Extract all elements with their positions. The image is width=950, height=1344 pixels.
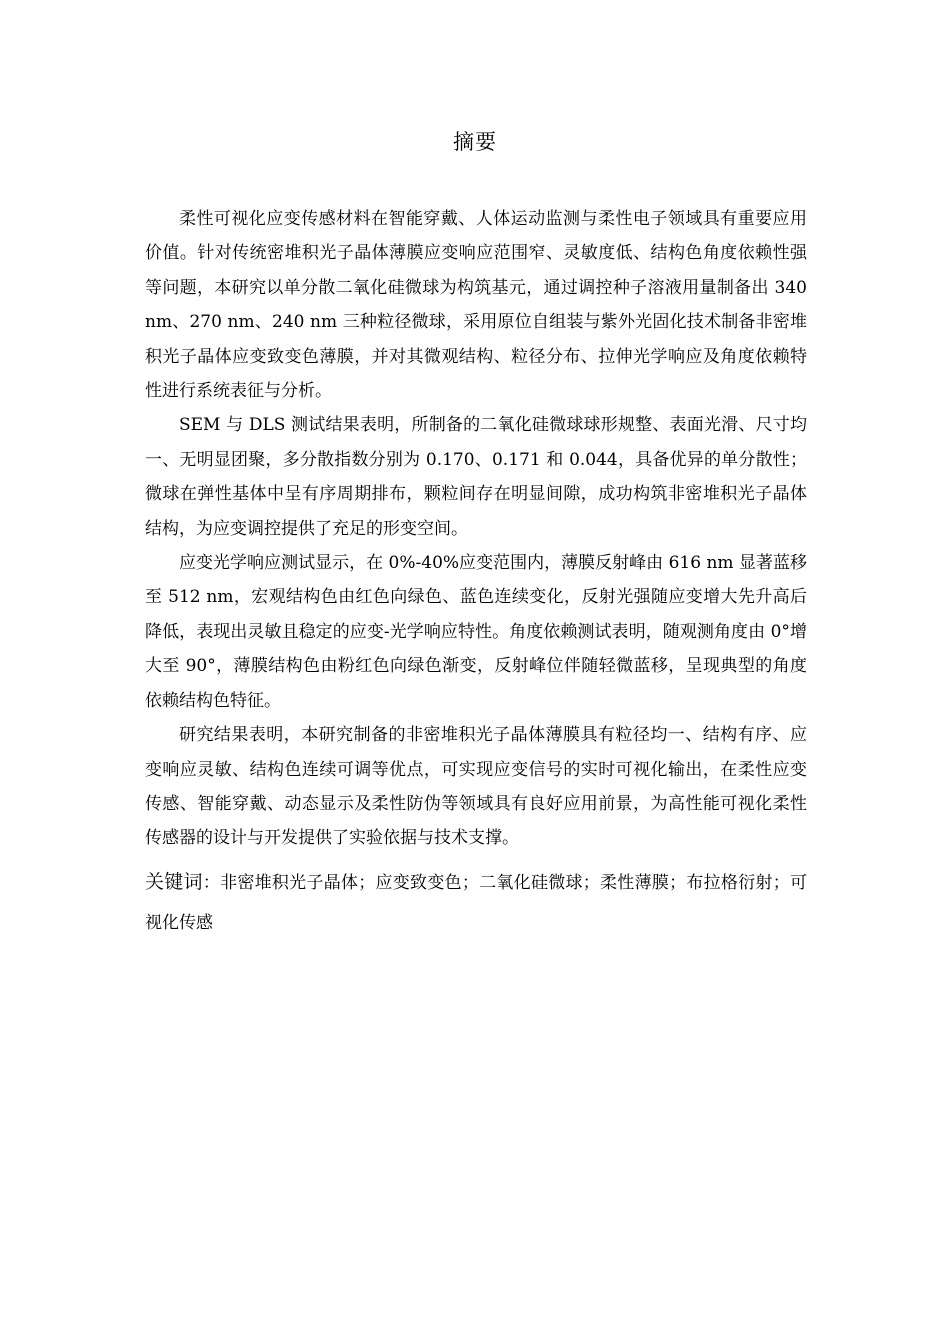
abstract-body	[145, 202, 807, 943]
keywords-label: 关键词	[145, 870, 203, 893]
abstract-paragraph-2: SEM 与 DLS 测试结果表明，所制备的二氧化硅微球球形规整、表面光滑、尺寸均一、无明显团聚，多分散指数分别为 0.170、0.171 和 0.044，具备优异的单分散性；微球在弹性基体中呈有序周期排布，颗粒间存在明显间隙，成功构筑非密堆积光子晶体结构，为应变调控提供了充足的形变空间。	[145, 415, 807, 539]
keywords-separator: ：	[202, 872, 221, 893]
keywords-line	[145, 862, 807, 943]
abstract-paragraph-1: 柔性可视化应变传感材料在智能穿戴、人体运动监测与柔性电子领域具有重要应用价值。针对传统密堆积光子晶体薄膜应变响应范围窄、灵敏度低、结构色角度依赖性强等问题，本研究以单分散二氧化硅微球为构筑基元，通过调控种子溶液用量制备出 340 nm、270 nm、240 nm 三种粒径微球，采用原位自组装与紫外光固化技术制备非密堆积光子晶体应变致变色薄膜，并对其微观结构、粒径分布、拉伸光学响应及角度依赖特性进行系统表征与分析。	[145, 209, 807, 402]
abstract-title: 摘要	[453, 130, 497, 154]
abstract-paragraph-4: 研究结果表明，本研究制备的非密堆积光子晶体薄膜具有粒径均一、结构有序、应变响应灵敏、结构色连续可调等优点，可实现应变信号的实时可视化输出，在柔性应变传感、智能穿戴、动态显示及柔性防伪等领域具有良好应用前景，为高性能可视化柔性传感器的设计与开发提供了实验依据与技术支撑。	[145, 725, 807, 849]
abstract-paragraph-3: 应变光学响应测试显示，在 0%-40%应变范围内，薄膜反射峰由 616 nm 显著蓝移至 512 nm，宏观结构色由红色向绿色、蓝色连续变化，反射光强随应变增大先升高后降低，表现出灵敏且稳定的应变-光学响应特性。角度依赖测试表明，随观测角度由 0°增大至 90°，薄膜结构色由粉红色向绿色渐变，反射峰位伴随轻微蓝移，呈现典型的角度依赖结构色特征。	[145, 553, 807, 711]
keywords-text: 非密堆积光子晶体；应变致变色；二氧化硅微球；柔性薄膜；布拉格衍射；可视化传感	[145, 872, 807, 933]
